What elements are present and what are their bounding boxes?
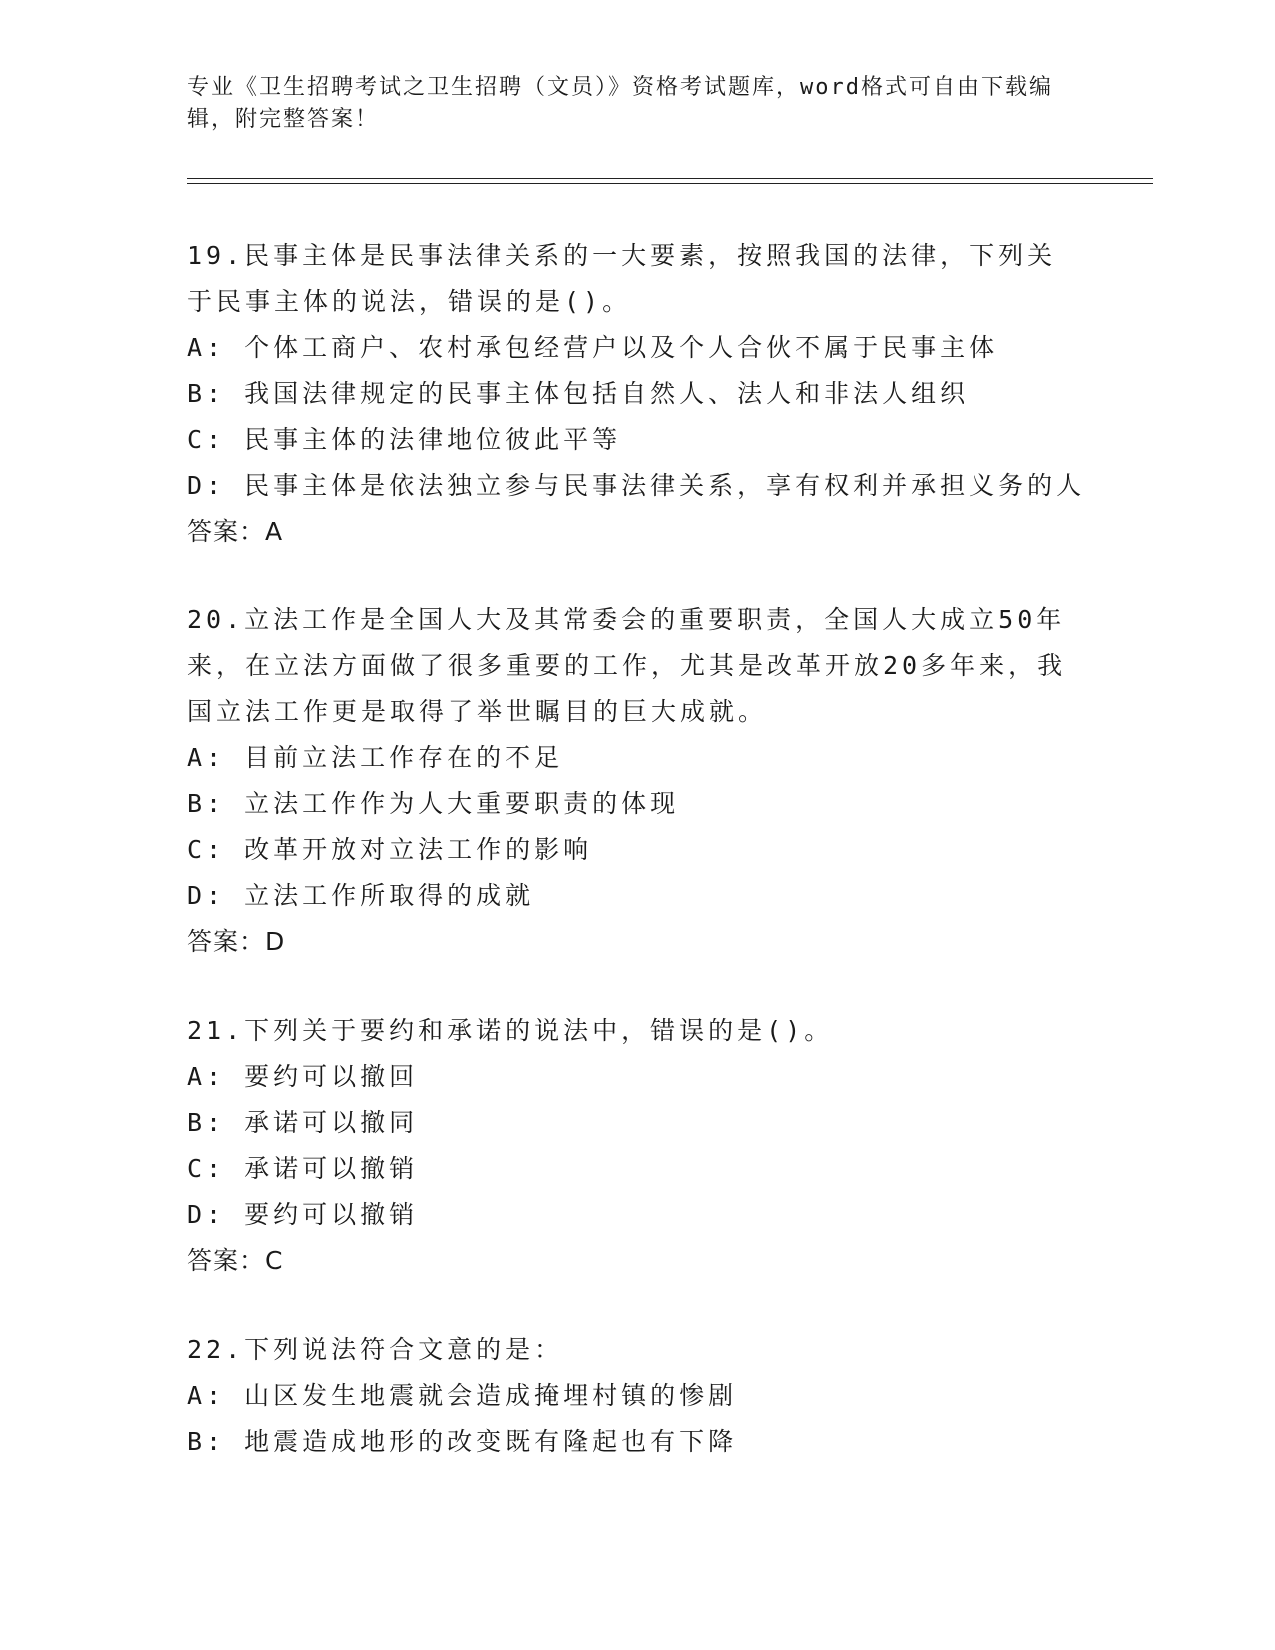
answer-line: 答案：C bbox=[187, 1246, 284, 1275]
option-b: B: 承诺可以撤同 bbox=[187, 1108, 419, 1137]
header-rule-top bbox=[187, 178, 1153, 179]
question-22 bbox=[187, 1327, 1077, 1465]
question-21 bbox=[187, 1008, 1077, 1284]
option-a: A: 山区发生地震就会造成掩埋村镇的惨剧 bbox=[187, 1381, 738, 1410]
option-c: C: 承诺可以撤销 bbox=[187, 1154, 419, 1183]
question-19 bbox=[187, 233, 1086, 555]
option-c: C: 民事主体的法律地位彼此平等 bbox=[187, 425, 622, 454]
option-a: A: 目前立法工作存在的不足 bbox=[187, 743, 564, 772]
option-d: D: 要约可以撤销 bbox=[187, 1200, 419, 1229]
question-20 bbox=[187, 597, 1077, 965]
option-d: D: 立法工作所取得的成就 bbox=[187, 881, 535, 910]
question-stem: 20.立法工作是全国人大及其常委会的重要职责，全国人大成立50年来，在立法方面做了很多重要的工作，尤其是改革开放20多年来，我国立法工作更是取得了举世瞩目的巨大成就。 bbox=[187, 605, 1067, 726]
header-rule-bottom bbox=[187, 183, 1153, 184]
option-b: B: 我国法律规定的民事主体包括自然人、法人和非法人组织 bbox=[187, 379, 970, 408]
option-a: A: 个体工商户、农村承包经营户以及个人合伙不属于民事主体 bbox=[187, 333, 999, 362]
answer-line: 答案：A bbox=[187, 517, 284, 546]
option-d: D: 民事主体是依法独立参与民事法律关系，享有权利并承担义务的人 bbox=[187, 471, 1086, 500]
answer-line: 答案：D bbox=[187, 927, 286, 956]
option-a: A: 要约可以撤回 bbox=[187, 1062, 419, 1091]
question-stem: 19.民事主体是民事法律关系的一大要素，按照我国的法律，下列关于民事主体的说法，错误的是()。 bbox=[187, 241, 1057, 316]
option-b: B: 立法工作作为人大重要职责的体现 bbox=[187, 789, 680, 818]
option-c: C: 改革开放对立法工作的影响 bbox=[187, 835, 593, 864]
question-stem: 21.下列关于要约和承诺的说法中，错误的是()。 bbox=[187, 1016, 834, 1045]
question-stem: 22.下列说法符合文意的是： bbox=[187, 1335, 564, 1364]
option-b: B: 地震造成地形的改变既有隆起也有下降 bbox=[187, 1427, 738, 1456]
document-intro: 专业《卫生招聘考试之卫生招聘（文员）》资格考试题库，word格式可自由下载编辑，附完整答案！ bbox=[187, 75, 1053, 132]
